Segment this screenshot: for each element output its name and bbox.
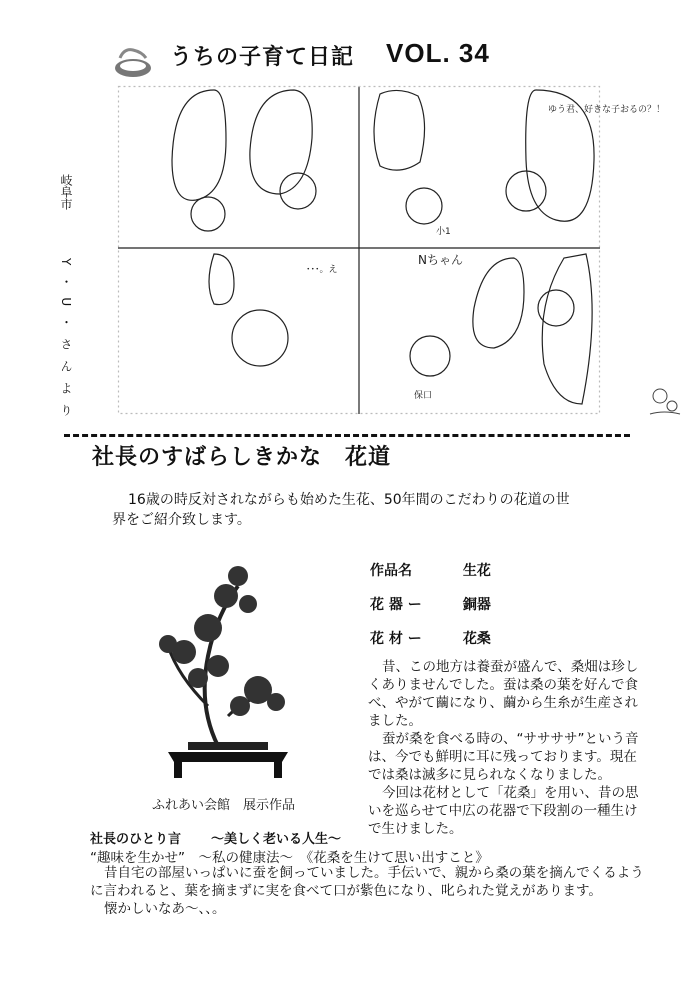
material-value: 花桑 bbox=[462, 631, 491, 647]
author-city: 岐阜市 bbox=[59, 174, 73, 210]
speech-bubble bbox=[172, 90, 226, 200]
vessel-row bbox=[370, 594, 491, 614]
work-name-label: 作品名 bbox=[370, 563, 412, 579]
thought-bubble bbox=[374, 90, 425, 170]
column-heading bbox=[90, 828, 341, 847]
column-hobby-line: “趣味を生かせ” ～私の健康法～ 《花桑を生けて思い出すこと》 bbox=[90, 850, 489, 866]
material-row bbox=[370, 628, 491, 648]
mom-face bbox=[406, 188, 442, 224]
article-title: 社長のすばらしきかな 花道 bbox=[92, 445, 392, 470]
column-subtitle: ～美しく老いる人生～ bbox=[211, 832, 342, 847]
boy-face bbox=[506, 171, 546, 211]
work-name-row bbox=[370, 560, 491, 580]
steam-bowl-logo bbox=[112, 44, 154, 80]
description-paragraph: 今回は花材として「花桑」を用い、昔の思いを巡らせて中広の花器で下段割の一種生けで生けました。 bbox=[368, 785, 639, 837]
volume-number: VOL. 34 bbox=[386, 38, 490, 68]
material-label: 花 材 ー bbox=[370, 631, 422, 647]
boy-face bbox=[232, 310, 288, 366]
thought-bubble bbox=[209, 254, 234, 305]
column-title: 社長のひとり言 bbox=[90, 832, 182, 847]
column-essay bbox=[90, 864, 650, 918]
essay-closing: 懐かしいなあ～、、。 bbox=[104, 901, 226, 917]
panel1-kid-line: ゆう君、好きな子おるの？！ bbox=[548, 105, 666, 115]
panel3-answer: Nちゃん bbox=[418, 253, 463, 267]
speech-bubble bbox=[473, 258, 524, 348]
vessel-label: 花 器 ー bbox=[370, 597, 422, 613]
description-paragraph: 昔、この地方は養蚕が盛んで、桑畑は珍しくありませんでした。蚕は桑の葉を好んで食べ、やがて繭になり、繭から生糸が生産されました。 bbox=[368, 659, 639, 729]
speech-bubble bbox=[542, 254, 592, 404]
work-description bbox=[368, 658, 640, 838]
section-divider bbox=[64, 434, 630, 437]
ikebana-photo bbox=[148, 556, 296, 790]
author-name: Y・U・さんより bbox=[59, 258, 73, 427]
panel4-mom-line: ･･･。え bbox=[306, 265, 338, 275]
article-intro: 16歳の時反対されながらも始めた生花、50年間のこだわりの花道の世界をご紹介致します。 bbox=[112, 492, 570, 528]
description-paragraph: 蚕が桑を食べる時の、“ササササ”という音は、今でも鮮明に耳に残っております。現在では桑は滅多に見られなくなりました。 bbox=[368, 731, 639, 783]
mom-face bbox=[280, 173, 316, 209]
photo-caption: ふれあい会館 展示作品 bbox=[152, 798, 296, 813]
boy-face bbox=[191, 197, 225, 231]
essay-body: 昔自宅の部屋いっぱいに蚕を飼っていました。手伝いで、親から桑の葉を摘んでくるように言われると、葉を摘まずに実を食べて口が紫色になり、叱られた覚えがあります。 bbox=[90, 865, 644, 899]
speech-bubble bbox=[250, 90, 312, 194]
smiley-doodle-icon bbox=[644, 384, 684, 420]
panel3-label: 保口 bbox=[414, 391, 433, 401]
comic-strip bbox=[118, 86, 666, 414]
diary-title: うちの子育て日記 bbox=[170, 45, 355, 70]
mom-face bbox=[538, 290, 574, 326]
work-name-value: 生花 bbox=[462, 563, 491, 579]
panel1-label: 小1 bbox=[436, 227, 451, 237]
vessel-value: 銅器 bbox=[462, 597, 491, 613]
boy-face bbox=[410, 336, 450, 376]
